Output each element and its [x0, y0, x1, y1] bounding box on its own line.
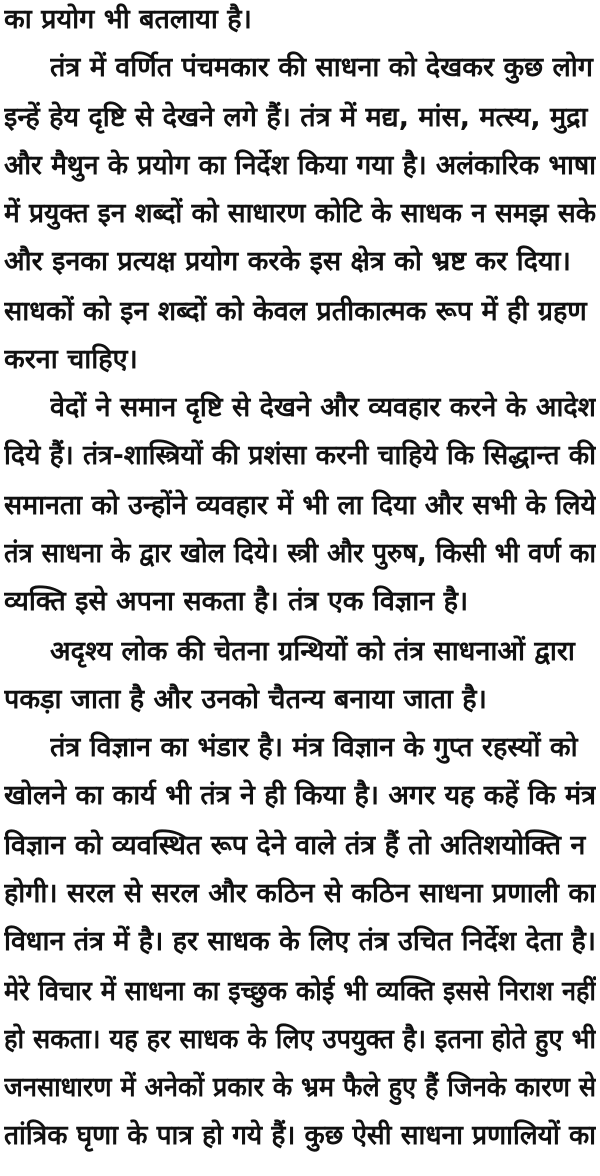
text-line: साधकों को इन शब्दों को केवल प्रतीकात्मक रूप में ही ग्रहण [4, 296, 587, 327]
text-line: दिये हैं। तंत्र-शास्त्रियों की प्रशंसा करनी चाहिये कि सिद्धान्त की [4, 440, 596, 471]
text-line: खोलने का कार्य भी तंत्र ने ही किया है। अगर यह कहें कि मंत्र [4, 780, 596, 811]
text-line: विज्ञान को व्यवस्थित रूप देने वाले तंत्र हैं तो अतिशयोक्ति न [4, 830, 586, 861]
text-line: करना चाहिए। [4, 344, 138, 375]
text-line: इन्हें हेय दृष्टि से देखने लगे हैं। तंत्र में मद्य, मांस, मत्स्य, मुद्रा [4, 102, 588, 133]
text-line: मेरे विचार में साधना का इच्छुक कोई भी व्यक्ति इससे निराश नहीं [4, 976, 596, 1007]
text-line: पकड़ा जाता है और उनको चैतन्य बनाया जाता है। [4, 684, 487, 715]
text-line: और मैथुन के प्रयोग का निर्देश किया गया है। अलंकारिक भाषा [4, 150, 596, 181]
text-line: तांत्रिक घृणा के पात्र हो गये हैं। कुछ ऐसी साधना प्रणालियों का [4, 1120, 596, 1151]
text-line: होगी। सरल से सरल और कठिन से कठिन साधना प्रणाली का [4, 878, 596, 909]
text-line: जनसाधारण में अनेकों प्रकार के भ्रम फैले हुए हैं जिनके कारण से [4, 1072, 596, 1103]
text-line: का प्रयोग भी बतलाया है। [4, 4, 252, 35]
paragraph-first-line: अदृश्य लोक की चेतना ग्रन्थियों को तंत्र साधनाओं द्वारा [50, 636, 575, 667]
paragraph-first-line: तंत्र में वर्णित पंचमकार की साधना को देखकर कुछ लोग [50, 52, 594, 83]
text-line: व्यक्ति इसे अपना सकता है। तंत्र एक विज्ञान है। [4, 586, 469, 617]
text-line: तंत्र साधना के द्वार खोल दिये। स्त्री और पुरुष, किसी भी वर्ण का [4, 538, 596, 569]
paragraph-first-line: वेदों ने समान दृष्टि से देखने और व्यवहार करने के आदेश [50, 392, 596, 423]
text-line: और इनका प्रत्यक्ष प्रयोग करके इस क्षेत्र को भ्रष्ट कर दिया। [4, 246, 571, 277]
paragraph-first-line: तंत्र विज्ञान का भंडार है। मंत्र विज्ञान के गुप्त रहस्यों को [50, 732, 578, 763]
text-line: हो सकता। यह हर साधक के लिए उपयुक्त है। इतना होते हुए भी [4, 1024, 596, 1055]
text-line: में प्रयुक्त इन शब्दों को साधारण कोटि के साधक न समझ सके [4, 198, 596, 229]
text-line: समानता को उन्होंने व्यवहार में भी ला दिया और सभी के लिये [4, 490, 596, 521]
text-line: विधान तंत्र में है। हर साधक के लिए तंत्र उचित निर्देश देता है। [4, 926, 596, 957]
